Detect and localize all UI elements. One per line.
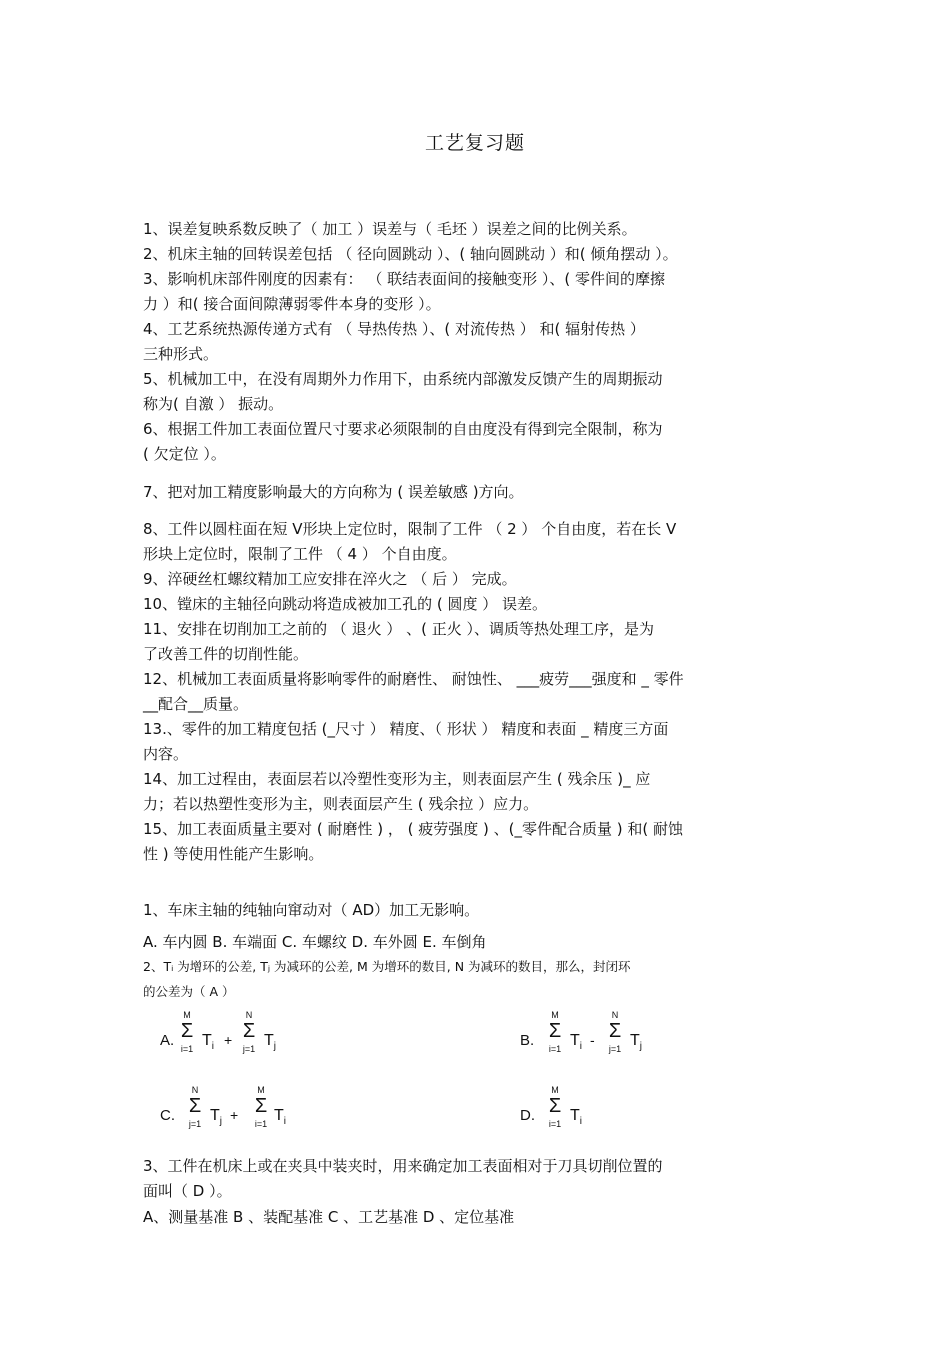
- question-line: 2、Tᵢ 为增环的公差, Tⱼ 为减环的公差, M 为增环的数目, N 为减环的数目，那么，封闭环: [143, 959, 631, 974]
- sum-upper-limit: M: [257, 1085, 265, 1095]
- sum-symbol: M Σ i=1: [544, 1010, 566, 1054]
- term: $T_j$: [630, 1032, 643, 1053]
- question-line: 12、机械加工表面质量将影响零件的耐磨性、 耐蚀性、 ___疲劳___强度和 _ 零件: [143, 670, 684, 688]
- question-line: 性 ) 等使用性能产生影响。: [143, 845, 324, 863]
- question-line: 面叫（ D ）。: [143, 1182, 232, 1200]
- operator: -: [590, 1032, 595, 1048]
- document-title: 工艺复习题: [424, 132, 525, 154]
- question-line: 11、安排在切削加工之前的 （ 退火 ） 、( 正火 ）、调质等热处理工序，是为: [143, 620, 655, 638]
- question-line: 13.、零件的加工精度包括 (_尺寸 ） 精度、（ 形状 ） 精度和表面 _ 精度三方面: [143, 720, 669, 738]
- question-line: ( 欠定位 ）。: [143, 445, 226, 463]
- sum-lower-limit: i=1: [180, 1044, 194, 1054]
- option-label: C.: [160, 1107, 175, 1124]
- sum-lower-limit: j=1: [188, 1119, 202, 1129]
- sum-upper-limit: N: [611, 1010, 619, 1020]
- question-line: 10、镗床的主轴径向跳动将造成被加工孔的 ( 圆度 ） 误差。: [143, 595, 548, 613]
- question-line: A、测量基准 B 、装配基准 C 、工艺基准 D 、定位基准: [143, 1208, 515, 1226]
- term: $T_j$: [210, 1107, 223, 1128]
- question-line: 5、机械加工中，在没有周期外力作用下，由系统内部激发反馈产生的周期振动: [143, 370, 663, 388]
- sum-upper-limit: M: [183, 1010, 191, 1020]
- question-line: 8、工件以圆柱面在短 V形块上定位时，限制了工件 （ 2 ） 个自由度，若在长 V: [143, 520, 677, 538]
- question-line: 了改善工件的切削性能。: [143, 645, 309, 663]
- term: $T_i$: [570, 1032, 583, 1053]
- option-label: B.: [520, 1032, 535, 1049]
- question-line: 的公差为（ A ）: [143, 984, 235, 999]
- sum-symbol: M Σ i=1: [250, 1085, 272, 1129]
- sum-upper-limit: N: [245, 1010, 253, 1020]
- question-line: 形块上定位时，限制了工件 （ 4 ） 个自由度。: [143, 545, 457, 563]
- question-line: 1、车床主轴的纯轴向窜动对（ AD）加工无影响。: [143, 901, 480, 919]
- question-line: A. 车内圆 B. 车端面 C. 车螺纹 D. 车外圆 E. 车倒角: [143, 933, 487, 951]
- term: $T_i$: [274, 1107, 287, 1128]
- term: $T_i$: [202, 1032, 215, 1053]
- sum-lower-limit: j=1: [242, 1044, 256, 1054]
- sum-upper-limit: M: [551, 1010, 559, 1020]
- sum-upper-limit: N: [191, 1085, 199, 1095]
- question-line: 3、影响机床部件刚度的因素有： （ 联结表面间的接触变形 ）、( 零件间的摩擦: [143, 270, 665, 288]
- question-line: 三种形式。: [143, 345, 219, 363]
- operator: +: [230, 1107, 239, 1123]
- question-line: 2、机床主轴的回转误差包括 （ 径向圆跳动 ）、( 轴向圆跳动 ）和( 倾角摆动 ）。: [143, 245, 678, 263]
- sum-symbol: M Σ i=1: [544, 1085, 566, 1129]
- question-line: 9、淬硬丝杠螺纹精加工应安排在淬火之 （ 后 ） 完成。: [143, 570, 517, 588]
- sum-upper-limit: M: [551, 1085, 559, 1095]
- sum-lower-limit: i=1: [548, 1044, 562, 1054]
- sum-symbol: M Σ i=1: [176, 1010, 198, 1054]
- sum-symbol: N Σ j=1: [604, 1010, 626, 1054]
- sum-lower-limit: i=1: [254, 1119, 268, 1129]
- question-line: __配合__质量。: [143, 695, 249, 713]
- sum-symbol: N Σ j=1: [238, 1010, 260, 1054]
- option-label: D.: [520, 1107, 535, 1124]
- term: $T_i$: [570, 1107, 583, 1128]
- question-line: 4、工艺系统热源传递方式有 （ 导热传热 ）、( 对流传热 ） 和( 辐射传热 ）: [143, 320, 645, 338]
- question-line: 力 ）和( 接合面间隙薄弱零件本身的变形 ）。: [143, 295, 441, 313]
- question-line: 内容。: [143, 745, 189, 763]
- option-label: A.: [160, 1032, 175, 1049]
- question-line: 6、根据工件加工表面位置尺寸要求必须限制的自由度没有得到完全限制，称为: [143, 420, 663, 438]
- question-line: 3、工件在机床上或在夹具中装夹时，用来确定加工表面相对于刀具切削位置的: [143, 1157, 663, 1175]
- sum-lower-limit: j=1: [608, 1044, 622, 1054]
- sum-lower-limit: i=1: [548, 1119, 562, 1129]
- question-line: 力；若以热塑性变形为主，则表面层产生 ( 残余拉 ）应力。: [143, 795, 539, 813]
- sum-symbol: N Σ j=1: [184, 1085, 206, 1129]
- question-line: 1、误差复映系数反映了（ 加工 ）误差与（ 毛坯 ）误差之间的比例关系。: [143, 220, 637, 238]
- operator: +: [224, 1032, 233, 1048]
- question-line: 14、加工过程由，表面层若以冷塑性变形为主，则表面层产生 ( 残余压 )_ 应: [143, 770, 651, 788]
- question-line: 称为( 自激 ） 振动。: [143, 395, 284, 413]
- term: $T_j$: [264, 1032, 277, 1053]
- question-line: 15、加工表面质量主要对 ( 耐磨性 ) ， ( 疲劳强度 ) 、(_零件配合质量 ) 和( 耐蚀: [143, 820, 684, 838]
- question-line: 7、把对加工精度影响最大的方向称为 ( 误差敏感 )方向。: [143, 483, 524, 501]
